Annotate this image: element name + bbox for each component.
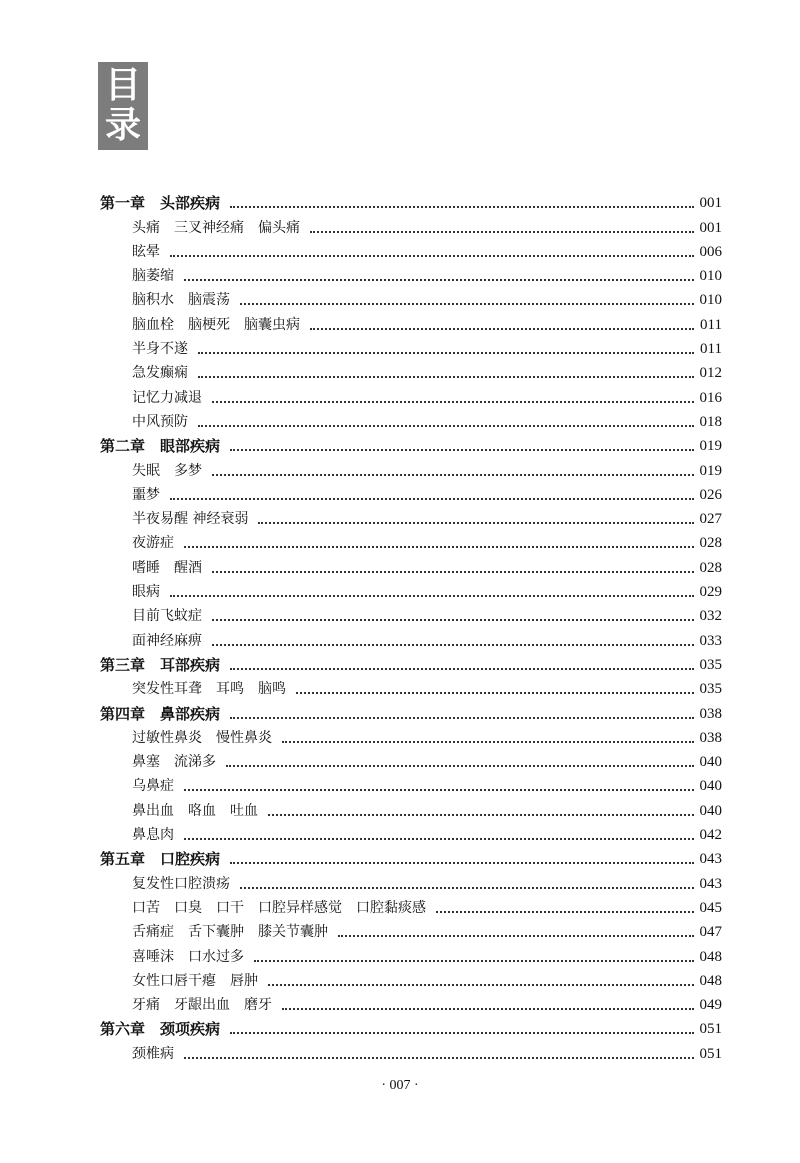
toc-page-number: 010 bbox=[699, 268, 722, 285]
toc-page-number: 042 bbox=[699, 827, 722, 844]
toc-page-number: 011 bbox=[700, 341, 722, 358]
dot-leader bbox=[268, 984, 694, 986]
dot-leader bbox=[212, 401, 694, 403]
toc-page-number: 019 bbox=[699, 462, 722, 479]
toc-label: 夜游症 bbox=[132, 535, 174, 552]
toc-label: 失眠 多梦 bbox=[132, 462, 202, 479]
toc-label: 颈椎病 bbox=[132, 1045, 174, 1062]
dot-leader bbox=[212, 474, 694, 476]
toc-page-number: 027 bbox=[699, 511, 722, 528]
toc-entry-row[interactable] bbox=[100, 917, 722, 941]
toc-entry-row[interactable] bbox=[100, 723, 722, 747]
toc-label: 过敏性鼻炎 慢性鼻炎 bbox=[132, 729, 272, 746]
toc-page-number: 040 bbox=[699, 778, 722, 795]
toc-label: 目前飞蚊症 bbox=[132, 608, 202, 625]
toc-entry-row[interactable] bbox=[100, 552, 722, 576]
dot-leader bbox=[198, 376, 694, 378]
dot-leader bbox=[184, 1057, 694, 1059]
toc-title-char-2: 录 bbox=[104, 105, 141, 146]
toc-page-number: 033 bbox=[699, 632, 722, 649]
dot-leader bbox=[254, 960, 694, 962]
toc-page-number: 035 bbox=[699, 656, 722, 673]
toc-page-number: 012 bbox=[699, 365, 722, 382]
toc-entry-row[interactable] bbox=[100, 382, 722, 406]
toc-label: 乌鼻症 bbox=[132, 778, 174, 795]
toc-page-number: 028 bbox=[699, 559, 722, 576]
toc-page-number: 048 bbox=[699, 972, 722, 989]
dot-leader bbox=[338, 935, 694, 937]
toc-chapter-row[interactable] bbox=[100, 188, 722, 212]
toc-label: 半身不遂 bbox=[132, 341, 188, 358]
toc-label: 眼病 bbox=[132, 584, 160, 601]
dot-leader bbox=[240, 887, 694, 889]
toc-label: 鼻塞 流涕多 bbox=[132, 754, 216, 771]
toc-label: 喜唾沫 口水过多 bbox=[132, 948, 244, 965]
toc-page-number: 028 bbox=[699, 535, 722, 552]
dot-leader bbox=[282, 741, 694, 743]
dot-leader bbox=[212, 619, 694, 621]
toc-label: 牙痛 牙龈出血 磨牙 bbox=[132, 997, 272, 1014]
toc-label: 噩梦 bbox=[132, 486, 160, 503]
toc-page-number: 032 bbox=[699, 608, 722, 625]
toc-label: 第四章 鼻部疾病 bbox=[100, 704, 221, 723]
toc-entry-row[interactable] bbox=[100, 261, 722, 285]
toc-page-number: 011 bbox=[700, 316, 722, 333]
toc-label: 鼻息肉 bbox=[132, 827, 174, 844]
toc-label: 中风预防 bbox=[132, 413, 188, 430]
toc-label: 脑血栓 脑梗死 脑囊虫病 bbox=[132, 316, 300, 333]
toc-page-number: 043 bbox=[699, 851, 722, 868]
toc-label: 女性口唇干瘪 唇肿 bbox=[132, 972, 258, 989]
dot-leader bbox=[258, 522, 693, 524]
dot-leader bbox=[184, 789, 694, 791]
toc-entry-row[interactable] bbox=[100, 868, 722, 892]
toc-page-number: 016 bbox=[699, 389, 722, 406]
toc-label: 复发性口腔溃疡 bbox=[132, 875, 230, 892]
dot-leader bbox=[198, 352, 694, 354]
toc-label: 突发性耳聋 耳鸣 脑鸣 bbox=[132, 681, 286, 698]
toc-page-number: 045 bbox=[699, 899, 722, 916]
toc-title-char-1: 目 bbox=[104, 65, 141, 106]
toc-chapter-row[interactable] bbox=[100, 844, 722, 868]
toc-page-number: 029 bbox=[699, 584, 722, 601]
toc-entry-row[interactable] bbox=[100, 455, 722, 479]
toc-label: 眩晕 bbox=[132, 243, 160, 260]
toc-label: 第一章 头部疾病 bbox=[100, 194, 221, 213]
toc-label: 第五章 口腔疾病 bbox=[100, 850, 221, 869]
toc-chapter-row[interactable] bbox=[100, 431, 722, 455]
dot-leader bbox=[212, 571, 694, 573]
toc-page-number: 019 bbox=[699, 438, 722, 455]
toc-label: 半夜易醒 神经衰弱 bbox=[132, 511, 249, 528]
toc-label: 急发癫痫 bbox=[132, 365, 188, 382]
dot-leader bbox=[184, 546, 694, 548]
toc-entry-row[interactable] bbox=[100, 237, 722, 261]
toc-entry-row[interactable] bbox=[100, 771, 722, 795]
toc-entry-row[interactable] bbox=[100, 212, 722, 236]
toc-page-number: 043 bbox=[699, 875, 722, 892]
toc-label: 脑积水 脑震荡 bbox=[132, 292, 230, 309]
toc-entry-row[interactable] bbox=[100, 407, 722, 431]
dot-leader bbox=[230, 206, 693, 208]
toc-label: 记忆力减退 bbox=[132, 389, 202, 406]
toc-entry-row[interactable] bbox=[100, 334, 722, 358]
toc-title-block bbox=[98, 62, 148, 150]
dot-leader bbox=[230, 1032, 693, 1034]
dot-leader bbox=[310, 328, 694, 330]
dot-leader bbox=[198, 425, 694, 427]
toc-entry-row[interactable] bbox=[100, 674, 722, 698]
toc-page-number: 006 bbox=[699, 243, 722, 260]
dot-leader bbox=[170, 498, 694, 500]
toc-page-number: 051 bbox=[699, 1021, 722, 1038]
toc-page-number: 051 bbox=[699, 1045, 722, 1062]
dot-leader bbox=[240, 303, 694, 305]
dot-leader bbox=[230, 449, 693, 451]
toc-chapter-row[interactable] bbox=[100, 698, 722, 722]
toc-chapter-row[interactable] bbox=[100, 1014, 722, 1038]
dot-leader bbox=[184, 279, 694, 281]
table-of-contents bbox=[100, 188, 722, 1063]
toc-entry-row[interactable] bbox=[100, 504, 722, 528]
dot-leader bbox=[230, 668, 693, 670]
toc-page-number: 001 bbox=[699, 195, 722, 212]
toc-entry-row[interactable] bbox=[100, 528, 722, 552]
dot-leader bbox=[310, 231, 694, 233]
toc-page-number: 018 bbox=[699, 413, 722, 430]
dot-leader bbox=[296, 692, 694, 694]
toc-entry-row[interactable] bbox=[100, 309, 722, 333]
toc-entry-row[interactable] bbox=[100, 601, 722, 625]
toc-chapter-row[interactable] bbox=[100, 650, 722, 674]
dot-leader bbox=[230, 862, 693, 864]
dot-leader bbox=[268, 814, 694, 816]
dot-leader bbox=[212, 644, 694, 646]
toc-page-number: 001 bbox=[699, 219, 722, 236]
toc-entry-row[interactable] bbox=[100, 820, 722, 844]
dot-leader bbox=[282, 1008, 694, 1010]
toc-label: 嗜睡 醒酒 bbox=[132, 559, 202, 576]
dot-leader bbox=[436, 911, 694, 913]
dot-leader bbox=[184, 838, 694, 840]
toc-page-number: 038 bbox=[699, 729, 722, 746]
toc-page-number: 048 bbox=[699, 948, 722, 965]
toc-label: 第三章 耳部疾病 bbox=[100, 655, 221, 674]
toc-page-number: 035 bbox=[699, 681, 722, 698]
toc-entry-row[interactable] bbox=[100, 966, 722, 990]
toc-entry-row[interactable] bbox=[100, 795, 722, 819]
toc-entry-row[interactable] bbox=[100, 893, 722, 917]
toc-entry-row[interactable] bbox=[100, 990, 722, 1014]
dot-leader bbox=[230, 717, 693, 719]
toc-label: 第二章 眼部疾病 bbox=[100, 437, 221, 456]
toc-label: 头痛 三叉神经痛 偏头痛 bbox=[132, 219, 300, 236]
toc-label: 脑萎缩 bbox=[132, 268, 174, 285]
toc-label: 面神经麻痹 bbox=[132, 632, 202, 649]
toc-page-number: 040 bbox=[699, 802, 722, 819]
toc-entry-row[interactable] bbox=[100, 625, 722, 649]
toc-page-number: 010 bbox=[699, 292, 722, 309]
dot-leader bbox=[226, 765, 694, 767]
toc-page-number: 038 bbox=[699, 705, 722, 722]
toc-entry-row[interactable] bbox=[100, 1038, 722, 1062]
toc-label: 鼻出血 咯血 吐血 bbox=[132, 802, 258, 819]
toc-entry-row[interactable] bbox=[100, 747, 722, 771]
toc-entry-row[interactable] bbox=[100, 941, 722, 965]
toc-page-number: 040 bbox=[699, 754, 722, 771]
toc-entry-row[interactable] bbox=[100, 480, 722, 504]
toc-page-number: 026 bbox=[699, 486, 722, 503]
dot-leader bbox=[170, 595, 694, 597]
toc-label: 口苦 口臭 口干 口腔异样感觉 口腔黏痰感 bbox=[132, 899, 426, 916]
toc-entry-row[interactable] bbox=[100, 358, 722, 382]
toc-label: 第六章 颈项疾病 bbox=[100, 1020, 221, 1039]
toc-entry-row[interactable] bbox=[100, 577, 722, 601]
toc-label: 舌痛症 舌下囊肿 膝关节囊肿 bbox=[132, 924, 328, 941]
dot-leader bbox=[170, 255, 694, 257]
page-number-footer: · 007 · bbox=[381, 1078, 419, 1093]
toc-page-number: 049 bbox=[699, 997, 722, 1014]
toc-entry-row[interactable] bbox=[100, 285, 722, 309]
toc-page-number: 047 bbox=[699, 924, 722, 941]
